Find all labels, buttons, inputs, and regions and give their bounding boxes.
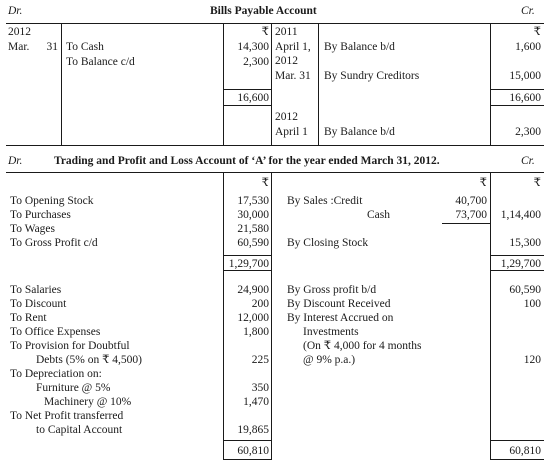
- bills-credit-row-particulars: By Balance b/d: [324, 41, 395, 53]
- sales-credit-amount: 40,700: [455, 195, 487, 207]
- pl-debit-amount: 12,000: [237, 312, 269, 324]
- pl-debit-total: 60,810: [237, 445, 269, 457]
- pl-credit-total: 60,810: [509, 445, 541, 457]
- bills-debit-row-amount: 2,300: [243, 56, 269, 68]
- bills-debit-date-divider: [61, 23, 62, 145]
- trading-debit-total: 1,29,700: [228, 258, 269, 270]
- bills-debit-day: 31: [46, 41, 58, 53]
- bills-dr-label: Dr.: [8, 5, 23, 17]
- pl-debit-total-rule-bottom: [223, 459, 271, 460]
- pl-debit-amount: 1,800: [243, 326, 269, 338]
- trading-debit-total-rule-top: [223, 255, 271, 256]
- bills-credit-row-amount: 15,000: [509, 70, 541, 82]
- bills-center-divider: [271, 23, 272, 145]
- pl-net-profit-amount: 19,865: [237, 424, 269, 436]
- pl-interest-amount: 120: [523, 354, 541, 366]
- bills-title: Bills Payable Account: [210, 5, 317, 17]
- sales-total-amount: 1,14,400: [500, 209, 541, 221]
- closing-stock-label: By Closing Stock: [287, 237, 369, 249]
- bills-credit-row-amount: 1,600: [515, 41, 541, 53]
- pl-interest-line2: Investments: [303, 326, 359, 338]
- trading-sales-currency: ₹: [479, 177, 487, 189]
- pl-furniture-amount: 350: [251, 382, 269, 394]
- pl-debit-total-rule-top: [223, 440, 271, 441]
- bills-debit-total: 16,600: [237, 92, 269, 104]
- bills-credit-row-date: Mar. 31: [275, 70, 311, 82]
- bills-closing-particulars: By Balance b/d: [324, 126, 395, 138]
- pl-debit-particulars: To Discount: [10, 298, 67, 310]
- sales-cash-amount: 73,700: [455, 209, 487, 221]
- bills-closing-year: 2012: [275, 111, 298, 123]
- trading-credit-total: 1,29,700: [500, 258, 541, 270]
- bills-credit-date-divider: [318, 23, 319, 145]
- bills-credit-total-rule-bottom: [490, 105, 544, 106]
- bills-debit-year: 2012: [8, 26, 31, 38]
- trading-debit-row-amount: 30,000: [237, 209, 269, 221]
- pl-credit-amount: 100: [523, 298, 541, 310]
- trading-credit-total-rule-top: [490, 255, 544, 256]
- pl-debit-particulars: To Office Expenses: [10, 326, 101, 338]
- pl-provision-line1: To Provision for Doubtful: [10, 340, 130, 352]
- sales-subtotal-rule: [442, 223, 490, 224]
- trading-credit-currency: ₹: [533, 177, 541, 189]
- sales-label: By Sales :Credit: [287, 195, 363, 207]
- bills-debit-total-rule-bottom: [223, 105, 271, 106]
- pl-furniture-label: Furniture @ 5%: [36, 382, 111, 394]
- bills-credit-row-date: April 1,: [275, 41, 311, 53]
- trading-debit-row-particulars: To Gross Profit c/d: [10, 237, 98, 249]
- bills-credit-row-year: 2011: [275, 26, 298, 38]
- trading-cr-label: Cr.: [521, 155, 535, 167]
- pl-interest-line4: @ 9% p.a.): [303, 354, 356, 366]
- bills-closing-amount: 2,300: [515, 126, 541, 138]
- pl-net-profit-line1: To Net Profit transferred: [10, 410, 124, 422]
- bills-debit-total-rule-top: [223, 89, 271, 90]
- bills-credit-currency: ₹: [533, 26, 541, 38]
- pl-machinery-label: Machinery @ 10%: [44, 396, 132, 408]
- bills-debit-row-particulars: To Balance c/d: [66, 56, 135, 68]
- bills-credit-total: 16,600: [509, 92, 541, 104]
- pl-credit-total-rule-bottom: [490, 459, 544, 460]
- bills-debit-row-particulars: To Cash: [66, 41, 104, 53]
- bills-credit-total-rule-top: [490, 89, 544, 90]
- bills-top-rule: [6, 23, 544, 24]
- trading-debit-row-amount: 17,530: [237, 195, 269, 207]
- bills-debit-month: Mar.: [8, 41, 30, 53]
- pl-provision-amount: 225: [251, 354, 269, 366]
- pl-credit-particulars: By Discount Received: [287, 298, 391, 310]
- bills-bottom-rule: [6, 145, 544, 146]
- trading-debit-row-particulars: To Opening Stock: [10, 195, 94, 207]
- bills-credit-row-year: 2012: [275, 55, 298, 67]
- trading-title: Trading and Profit and Loss Account of ‘A’ for the year ended March 31, 2012.: [54, 155, 440, 167]
- bills-debit-currency: ₹: [261, 26, 269, 38]
- pl-debit-particulars: To Salaries: [10, 284, 62, 296]
- bills-cr-label: Cr.: [521, 5, 535, 17]
- trading-dr-label: Dr.: [8, 155, 23, 167]
- pl-net-profit-line2: to Capital Account: [36, 424, 123, 436]
- trading-center-divider: [271, 172, 272, 460]
- pl-debit-amount: 200: [251, 298, 269, 310]
- pl-debit-particulars: To Rent: [10, 312, 47, 324]
- trading-debit-row-particulars: To Purchases: [10, 209, 71, 221]
- bills-credit-row-particulars: By Sundry Creditors: [324, 70, 420, 82]
- pl-machinery-amount: 1,470: [243, 396, 269, 408]
- pl-debit-amount: 24,900: [237, 284, 269, 296]
- pl-credit-particulars: By Gross profit b/d: [287, 284, 377, 296]
- trading-debit-currency: ₹: [261, 177, 269, 189]
- trading-debit-row-amount: 60,590: [237, 237, 269, 249]
- trading-debit-row-particulars: To Wages: [10, 223, 56, 235]
- bills-closing-date: April 1: [275, 126, 308, 138]
- pl-credit-amount: 60,590: [509, 284, 541, 296]
- pl-interest-line3: (On ₹ 4,000 for 4 months: [303, 340, 422, 352]
- trading-debit-row-amount: 21,580: [237, 223, 269, 235]
- pl-depreciation-label: To Depreciation on:: [10, 368, 102, 380]
- trading-top-rule: [6, 172, 544, 173]
- pl-credit-total-rule-top: [490, 440, 544, 441]
- sales-cash-label: Cash: [367, 209, 390, 221]
- pl-interest-line1: By Interest Accrued on: [287, 312, 394, 324]
- closing-stock-amount: 15,300: [509, 237, 541, 249]
- bills-debit-row-amount: 14,300: [237, 41, 269, 53]
- pl-provision-line2: Debts (5% on ₹ 4,500): [36, 354, 143, 366]
